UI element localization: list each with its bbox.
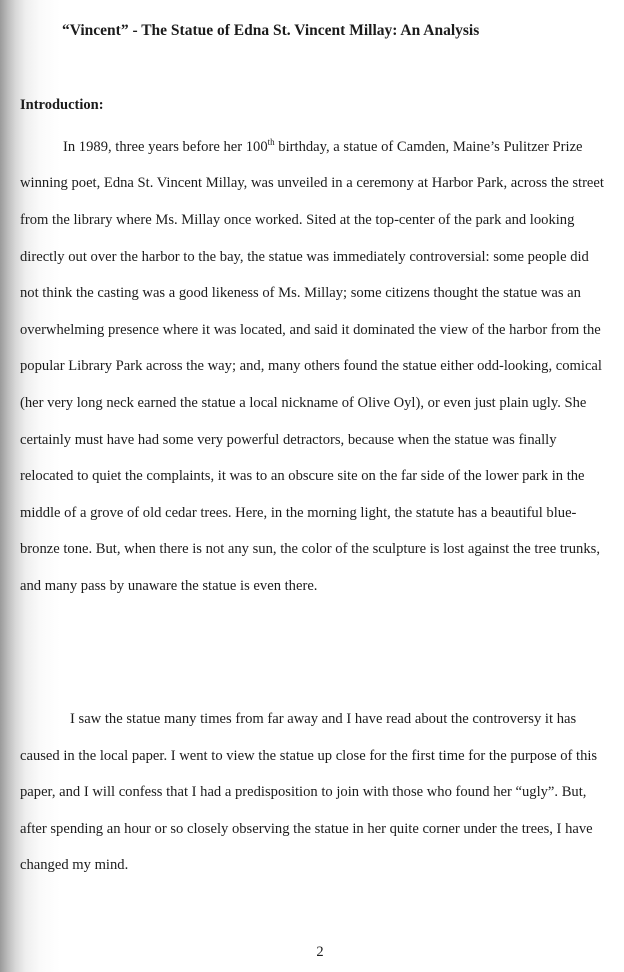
paragraph-1-text-start: In 1989, three years before her 100 <box>63 138 268 155</box>
ordinal-suffix: th <box>267 137 275 147</box>
page-number: 2 <box>316 944 324 960</box>
paragraph-2-text: I saw the statue many times from far away and I have read about the controversy it has caused in the local paper. I went to view the statue up close for the first time for the purpose of this paper, and I will confess that I had a predisposition to join with those who found her “ugly”. But, after spending an hour or so closely observing the statue in her quite corner under the trees, I have changed my mind. <box>20 711 598 874</box>
section-heading: Introduction: <box>20 97 104 113</box>
paragraph-1-text-rest: birthday, a statue of Camden, Maine’s Pulitzer Prize winning poet, Edna St. Vincent Millay, was unveiled in a ceremony at Harbor Park, across the street from the library where Ms. Millay once worked. Sited at the top-center of the park and looking directly out over the harbor to the bay, the statue was immediately controversial: some people did not think the casting was a good likeness of Ms. Millay; some citizens thought the statue was an overwhelming presence where it was located, and said it dominated the view of the harbor from the popular Library Park across the way; and, many others found the statue either odd-looking, comical (her very long neck earned the statue a local nickname of Olive Oyl), or even just plain ugly. She certainly must have had some very powerful detractors, because when the statue was finally relocated to quiet the complaints, it was to an obscure site on the far side of the lower park in the middle of a grove of old cedar trees. Here, in the morning light, the statute has a beautiful blue-bronze tone. But, when there is not any sun, the color of the sculpture is lost against the tree trunks, and many pass by unaware the statue is even there. <box>20 138 604 594</box>
document-title: “Vincent” - The Statue of Edna St. Vincent Millay: An Analysis <box>62 22 480 39</box>
paragraph-1 <box>20 124 605 605</box>
paragraph-2 <box>20 701 605 884</box>
